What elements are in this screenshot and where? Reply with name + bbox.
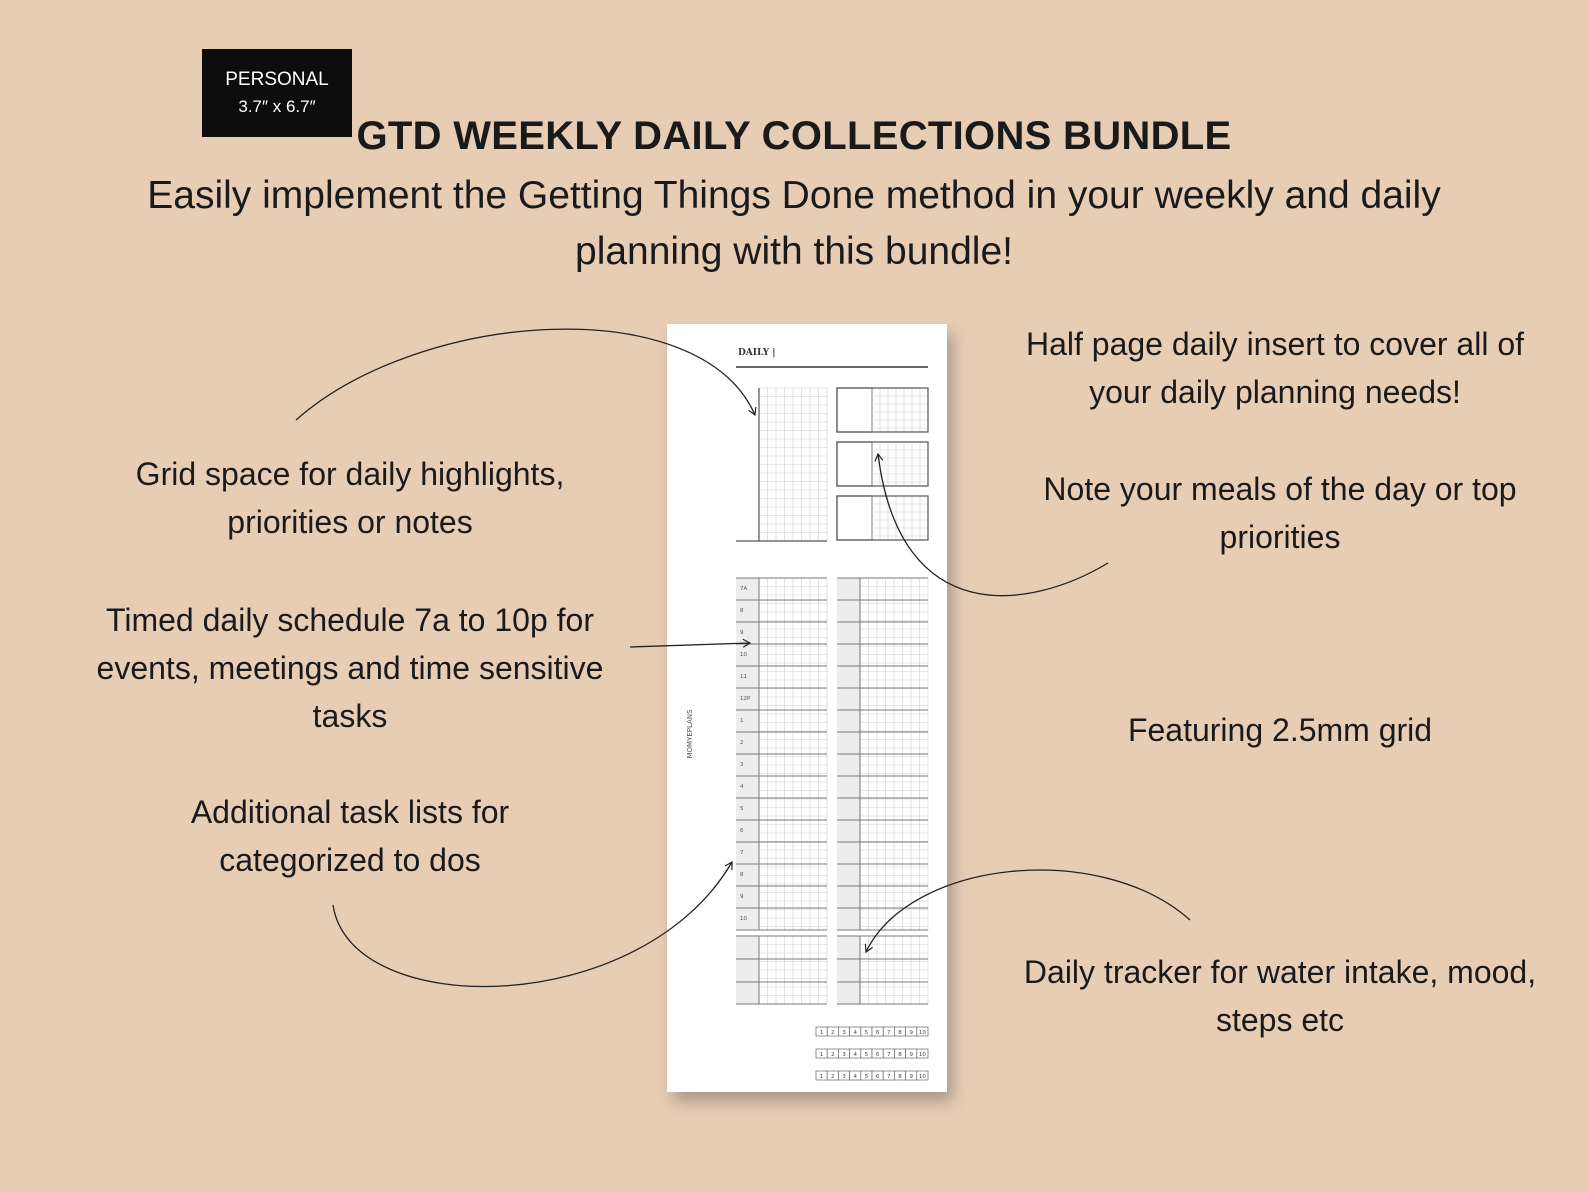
tracker-number: 9 — [909, 1052, 913, 1058]
tracker-number: 5 — [864, 1052, 869, 1058]
hour-label: 12P — [740, 696, 751, 702]
note-task-lists: Additional task lists for categorized to dos — [190, 794, 510, 878]
tracker-number: 5 — [864, 1074, 869, 1080]
hour-label: 9 — [740, 630, 744, 636]
tracker-number: 1 — [819, 1074, 824, 1080]
tracker-number: 9 — [909, 1074, 913, 1080]
tracker-number: 10 — [918, 1052, 926, 1058]
hour-label: 4 — [740, 784, 744, 790]
hour-label: 1 — [740, 718, 744, 724]
planner-brand: MOMYEPLANS — [686, 709, 694, 759]
tracker-number: 4 — [853, 1074, 857, 1080]
tracker-number: 2 — [831, 1074, 835, 1080]
tracker-number: 6 — [875, 1052, 880, 1058]
note-meals: Note your meals of the day or top priorities — [1043, 471, 1517, 555]
tracker-number: 10 — [918, 1030, 926, 1036]
arrow-tracker — [866, 870, 1190, 952]
planner-header: DAILY | — [738, 348, 776, 358]
arrow-task-lists — [333, 862, 732, 987]
hour-label: 2 — [740, 740, 744, 746]
hour-label: 11 — [740, 674, 747, 680]
badge-label: PERSONAL — [225, 69, 329, 90]
arrow-meals — [878, 454, 1108, 596]
tracker-number: 2 — [831, 1052, 835, 1058]
tracker-number: 3 — [842, 1074, 846, 1080]
tracker-number: 2 — [831, 1030, 835, 1036]
note-timed-schedule: Timed daily schedule 7a to 10p for events, meetings and time sensitive tasks — [96, 602, 604, 734]
tracker-number: 8 — [898, 1030, 902, 1036]
note-tracker: Daily tracker for water intake, mood, steps etc — [1023, 954, 1537, 1038]
tracker-number: 8 — [898, 1074, 902, 1080]
hour-label: 8 — [740, 872, 744, 878]
note-half-page: Half page daily insert to cover all of your daily planning needs! — [1025, 326, 1525, 410]
hour-label: 7A — [740, 586, 748, 592]
tracker-number: 7 — [887, 1052, 891, 1058]
hour-label: 3 — [740, 762, 744, 768]
tracker-number: 5 — [864, 1030, 869, 1036]
tracker-number: 9 — [909, 1030, 913, 1036]
hour-label: 6 — [740, 828, 744, 834]
arrow-grid-space — [296, 329, 755, 420]
tracker-number: 10 — [918, 1074, 926, 1080]
note-grid-size: Featuring 2.5mm grid — [1127, 712, 1433, 748]
tracker-number: 7 — [887, 1074, 891, 1080]
hour-label: 5 — [740, 806, 744, 812]
tracker-number: 1 — [819, 1030, 824, 1036]
hour-label: 7 — [740, 850, 744, 856]
page-title: GTD WEEKLY DAILY COLLECTIONS BUNDLE — [356, 114, 1232, 158]
tracker-number: 7 — [887, 1030, 891, 1036]
note-grid-space: Grid space for daily highlights, priorities or notes — [135, 456, 565, 540]
tracker-number: 4 — [853, 1052, 857, 1058]
hour-label: 10 — [740, 916, 747, 922]
tracker-number: 1 — [819, 1052, 824, 1058]
tracker-number: 3 — [842, 1052, 846, 1058]
tracker-number: 8 — [898, 1052, 902, 1058]
hour-label: 9 — [740, 894, 744, 900]
arrow-timed-schedule — [630, 643, 750, 647]
hour-label: 10 — [740, 652, 747, 658]
badge-size: 3.7″ x 6.7″ — [238, 97, 316, 116]
tracker-number: 6 — [875, 1030, 880, 1036]
tracker-number: 3 — [842, 1030, 846, 1036]
tracker-number: 4 — [853, 1030, 857, 1036]
hour-label: 8 — [740, 608, 744, 614]
page-subtitle: Easily implement the Getting Things Done method in your weekly and daily planning with this bundle! — [147, 174, 1441, 273]
tracker-number: 6 — [875, 1074, 880, 1080]
